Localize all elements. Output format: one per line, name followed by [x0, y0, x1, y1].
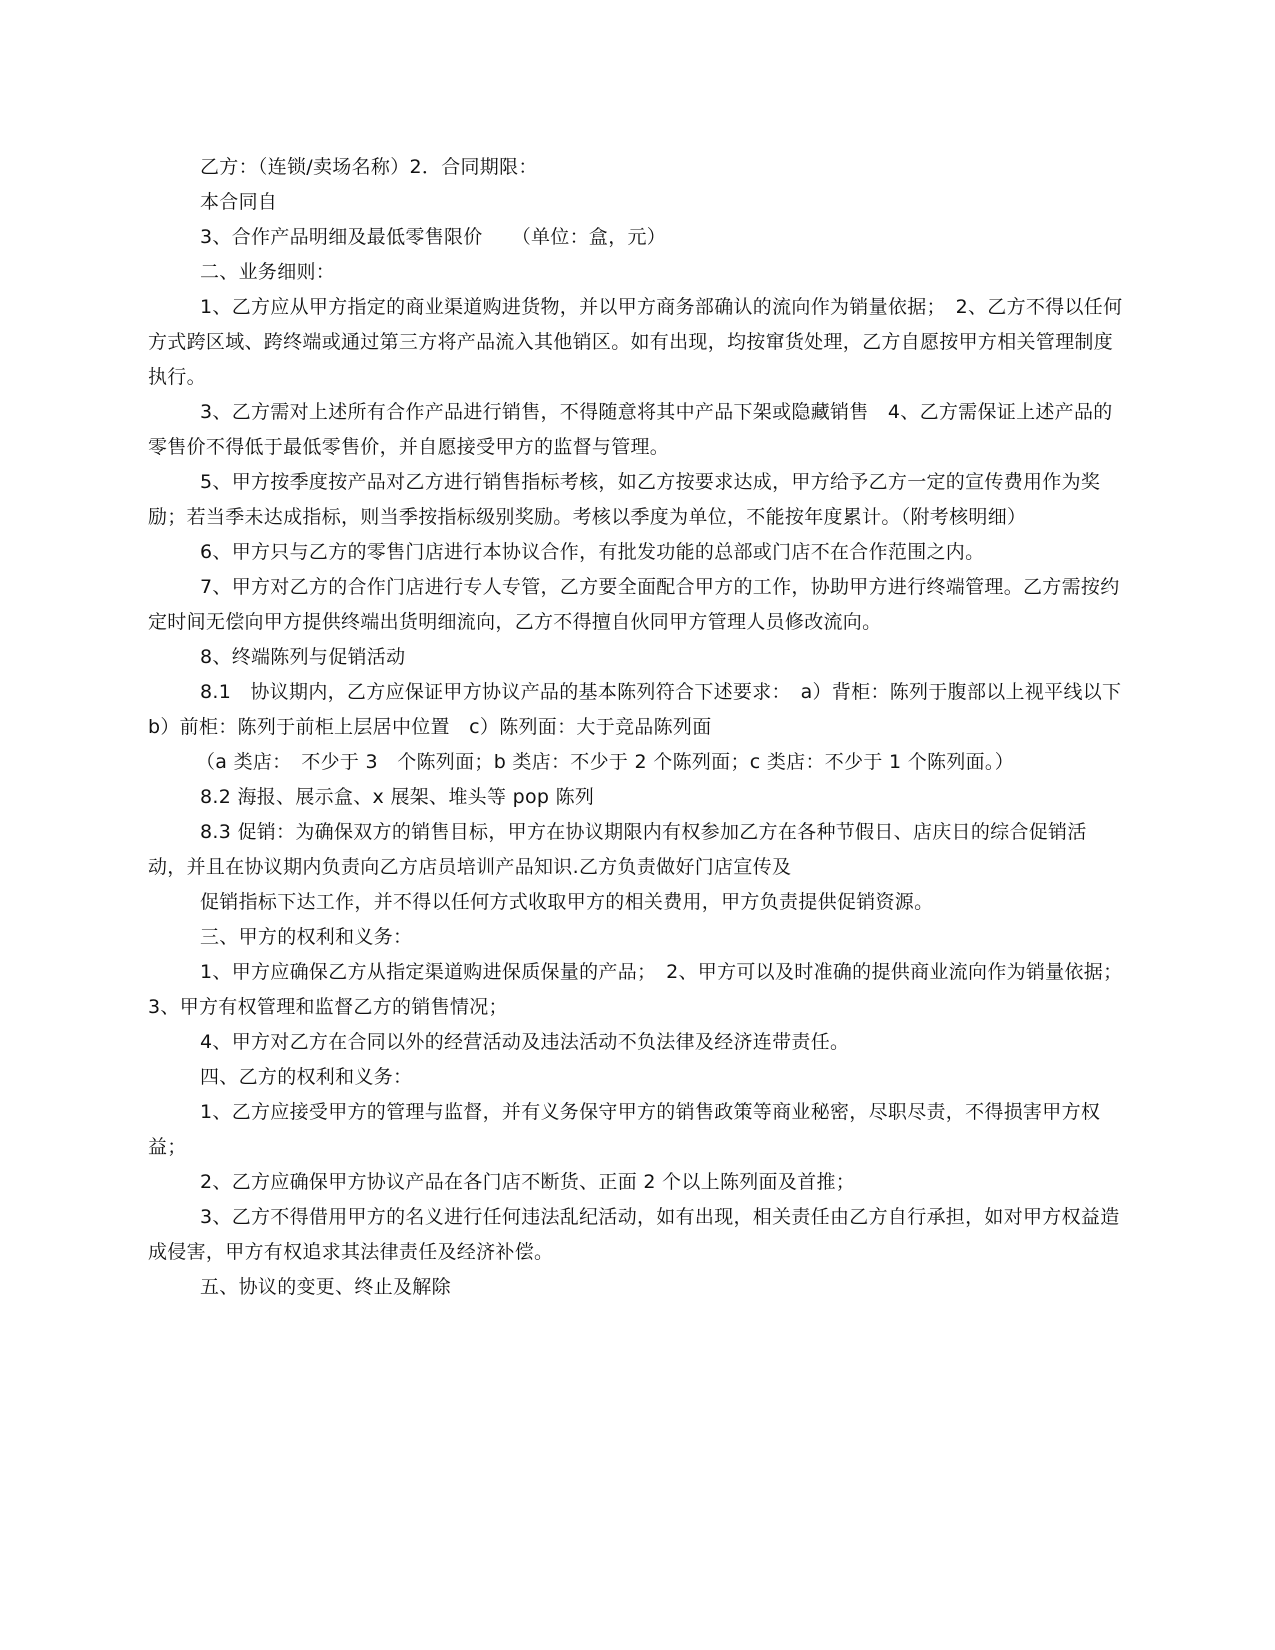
- paragraph-rule-8: 8、终端陈列与促销活动: [200, 646, 406, 668]
- paragraph-contract-from: 本合同自: [200, 191, 278, 213]
- paragraph-party-b-2: 2、乙方应确保甲方协议产品在各门店不断货、正面 2 个以上陈列面及首推；: [200, 1171, 856, 1193]
- paragraph-party-a-4: 4、甲方对乙方在合同以外的经营活动及违法活动不负法律及经济连带责任。: [200, 1031, 850, 1053]
- paragraph-party-b-3: 3、乙方不得借用甲方的名义进行任何违法乱纪活动，如有出现，相关责任由乙方自行承担，如对甲方权益造成侵害，甲方有权追求其法律责任及经济补偿。: [148, 1206, 1120, 1263]
- paragraph-store-classes: （a 类店： 不少于 3 个陈列面；b 类店：不少于 2 个陈列面；c 类店：不少于 1 个陈列面。）: [196, 751, 1015, 773]
- paragraph-rule-6: 6、甲方只与乙方的零售门店进行本协议合作，有批发功能的总部或门店不在合作范围之内。: [200, 541, 985, 563]
- paragraph-rule-1-2: 1、乙方应从甲方指定的商业渠道购进货物，并以甲方商务部确认的流向作为销量依据； 2、乙方不得以任何方式跨区域、跨终端或通过第三方将产品流入其他销区。如有出现，均按窜货处理，乙方自愿按甲方相关管理制度执行。: [148, 296, 1123, 388]
- paragraph-rule-7: 7、甲方对乙方的合作门店进行专人专管，乙方要全面配合甲方的工作，协助甲方进行终端管理。乙方需按约定时间无偿向甲方提供终端出货明细流向，乙方不得擅自伙同甲方管理人员修改流向。: [148, 576, 1120, 633]
- paragraph-rule-8-3-cont: 促销指标下达工作，并不得以任何方式收取甲方的相关费用，甲方负责提供促销资源。: [200, 891, 934, 913]
- paragraph-party-a-1-3: 1、甲方应确保乙方从指定渠道购进保质保量的产品； 2、甲方可以及时准确的提供商业流向作为销量依据； 3、甲方有权管理和监督乙方的销售情况；: [148, 961, 1133, 1018]
- heading-business-rules: 二、业务细则：: [200, 261, 336, 283]
- heading-party-a-rights: 三、甲方的权利和义务：: [200, 926, 413, 948]
- paragraph-rule-8-3: 8.3 促销：为确保双方的销售目标，甲方在协议期限内有权参加乙方在各种节假日、店庆日的综合促销活动，并且在协议期内负责向乙方店员培训产品知识.乙方负责做好门店宣传及: [148, 821, 1087, 878]
- heading-party-b-rights: 四、乙方的权利和义务：: [200, 1066, 413, 1088]
- paragraph-rule-5: 5、甲方按季度按产品对乙方进行销售指标考核，如乙方按要求达成，甲方给予乙方一定的宣传费用作为奖励；若当季未达成指标，则当季按指标级别奖励。考核以季度为单位，不能按年度累计。（附考核明细）: [148, 471, 1101, 528]
- paragraph-party-b-1: 1、乙方应接受甲方的管理与监督，并有义务保守甲方的销售政策等商业秘密，尽职尽责，不得损害甲方权益；: [148, 1101, 1101, 1158]
- paragraph-product-details: 3、合作产品明细及最低零售限价 （单位：盒，元）: [200, 226, 667, 248]
- paragraph-rule-3-4: 3、乙方需对上述所有合作产品进行销售，不得随意将其中产品下架或隐藏销售 4、乙方需保证上述产品的零售价不得低于最低零售价，并自愿接受甲方的监督与管理。: [148, 401, 1113, 458]
- document-body: [148, 150, 1141, 1305]
- paragraph-party-b: 乙方：（连锁/卖场名称）2．合同期限：: [200, 156, 538, 178]
- paragraph-rule-8-1: 8.1 协议期内，乙方应保证甲方协议产品的基本陈列符合下述要求： a）背柜：陈列于腹部以上视平线以下 b）前柜：陈列于前柜上层居中位置 c）陈列面：大于竞品陈列面: [148, 681, 1141, 738]
- heading-agreement-changes: 五、协议的变更、终止及解除: [200, 1276, 451, 1298]
- paragraph-rule-8-2: 8.2 海报、展示盒、x 展架、堆头等 pop 陈列: [200, 786, 595, 808]
